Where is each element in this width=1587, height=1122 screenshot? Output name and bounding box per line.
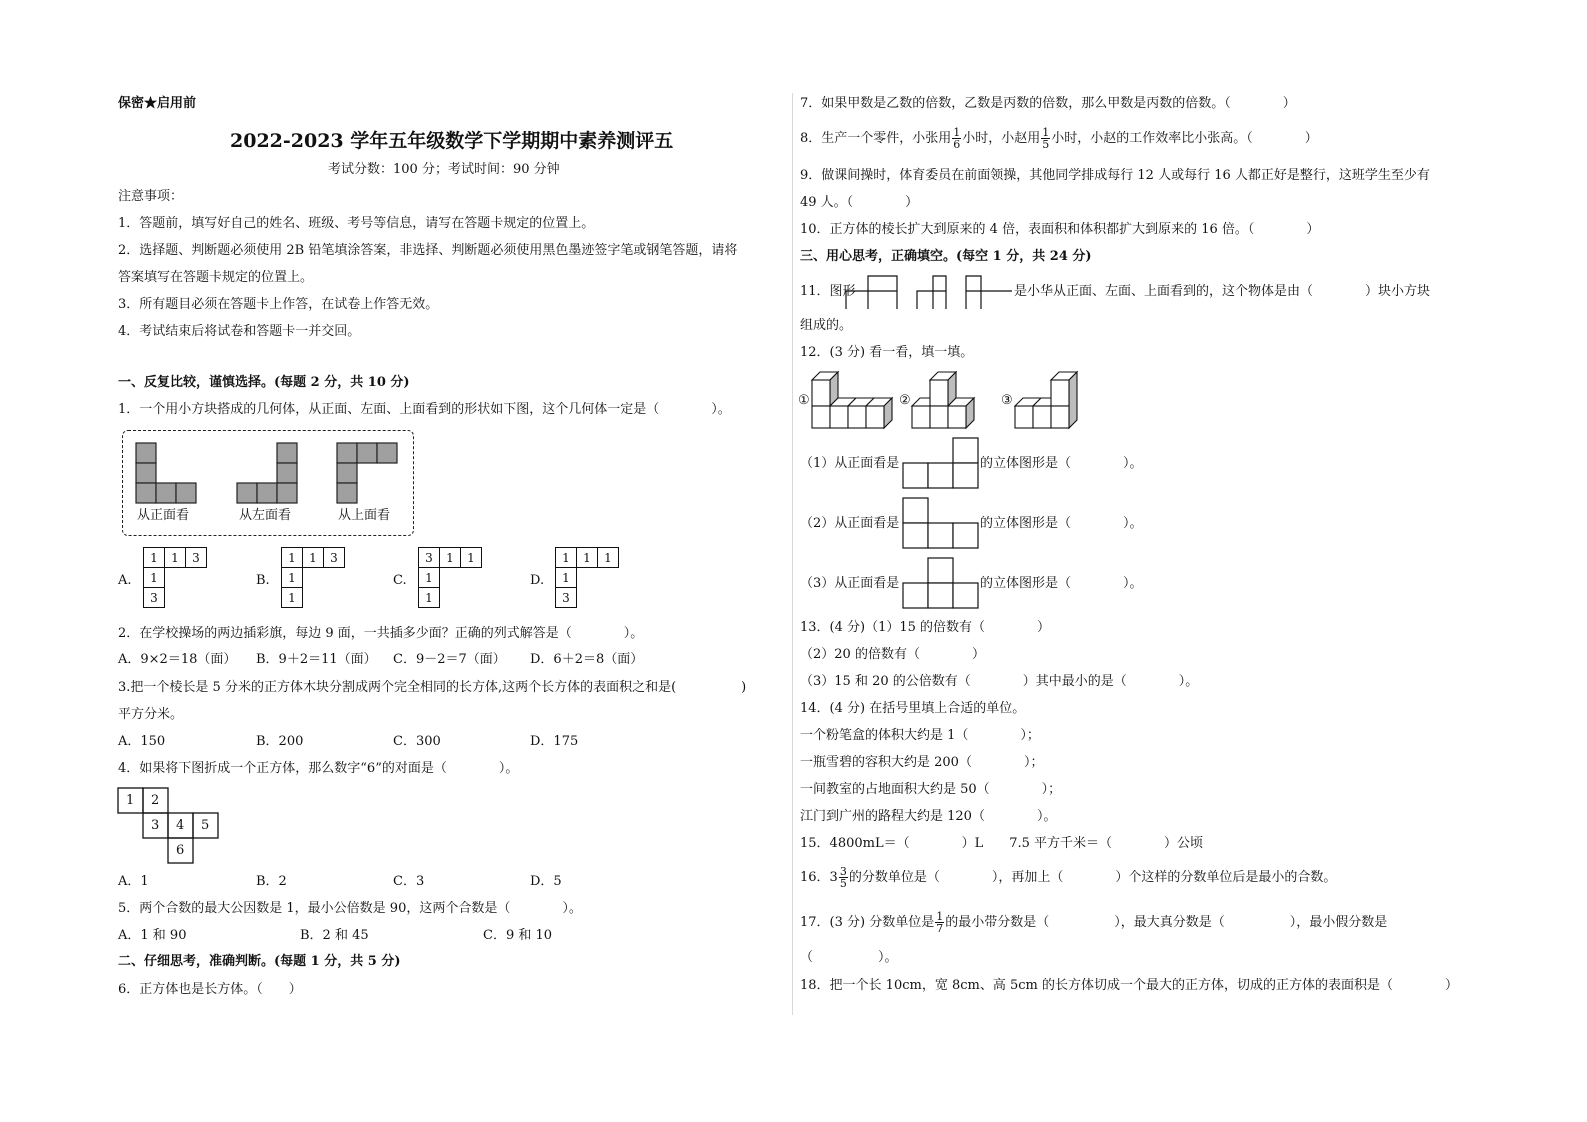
question-11-b: 是小华从正面、左面、上面看到的，这个物体是由（ ）块小方块 <box>1014 284 1431 299</box>
grid-cell: 1 <box>165 548 186 568</box>
question-3-cont: 平方分米。 <box>118 707 184 722</box>
question-11-a: 11．图形 <box>800 284 856 299</box>
question-5: 5．两个合数的最大公因数是 1，最小公倍数是 90，这两个合数是（ ）。 <box>118 901 582 916</box>
q3-option-b[interactable]: B．200 <box>256 734 304 749</box>
q8-text-a: 8．生产一个零件，小张用 <box>800 131 952 146</box>
fraction-1-6: $\frac{1}{6}$ <box>953 126 961 151</box>
q12-sub-3-b: 的立体图形是（ ）。 <box>980 576 1143 591</box>
q2-option-d[interactable]: D．6＋2＝8（面） <box>530 652 644 667</box>
q2-option-a[interactable]: A．9×2＝18（面） <box>118 652 237 667</box>
q16-text-a: 16．3 <box>800 870 838 885</box>
grid-cell: 1 <box>282 548 303 568</box>
q4-option-b[interactable]: B．2 <box>256 874 287 889</box>
net-face-4: 4 <box>176 818 185 833</box>
section-1-heading: 一、反复比较，谨慎选择。(每题 2 分，共 10 分) <box>118 375 410 390</box>
grid-cell: 3 <box>186 548 207 568</box>
grid-cell: 1 <box>461 548 482 568</box>
question-10: 10．正方体的棱长扩大到原来的 4 倍，表面积和体积都扩大到原来的 16 倍。（ ） <box>800 222 1320 237</box>
q1-option-b-label[interactable]: B. <box>256 573 270 588</box>
q12-sub-3-a: （3）从正面看是 <box>800 576 900 591</box>
q1-option-c-label[interactable]: C. <box>393 573 407 588</box>
note-item: 4．考试结束后将试卷和答题卡一并交回。 <box>118 324 361 339</box>
grid-cell: 1 <box>282 588 303 608</box>
question-14-line-1: 一个粉笔盒的体积大约是 1（ ）； <box>800 728 1040 743</box>
q16-text-b: 的分数单位是（ ），再加上（ ）个这样的分数单位后是最小的合数。 <box>848 870 1337 885</box>
q3-option-c[interactable]: C．300 <box>393 734 441 749</box>
q1-option-b-grid <box>281 547 345 608</box>
q2-option-c[interactable]: C．9－2＝7（面） <box>393 652 506 667</box>
grid-cell: 3 <box>419 548 440 568</box>
fraction-1-7: $\frac{1}{7}$ <box>936 910 944 935</box>
grid-cell: 1 <box>440 548 461 568</box>
net-face-2: 2 <box>151 793 160 808</box>
figure-marker-1: ① <box>798 393 810 408</box>
net-face-6: 6 <box>176 843 185 858</box>
grid-cell: 1 <box>282 568 303 588</box>
q5-option-b[interactable]: B．2 和 45 <box>300 928 369 943</box>
question-13-1: 13．(4 分)（1）15 的倍数有（ ） <box>800 620 1051 635</box>
section-2-heading: 二、仔细思考，准确判断。(每题 1 分，共 5 分) <box>118 954 401 969</box>
exam-info: 考试分数：100 分；考试时间：90 分钟 <box>328 162 560 177</box>
net-face-3: 3 <box>151 818 160 833</box>
grid-cell: 3 <box>144 588 165 608</box>
q1-option-a-label[interactable]: A. <box>118 573 132 588</box>
q17-text-b: 的最小带分数是（ ），最大真分数是（ ），最小假分数是 <box>945 915 1388 930</box>
question-9: 9．做课间操时，体育委员在前面领操，其他同学排成每行 12 人或每行 16 人都正好是整行，这班学生至少有 <box>800 168 1430 183</box>
q8-text-c: 小时，小赵的工作效率比小张高。（ ） <box>1051 131 1318 146</box>
q3-option-d[interactable]: D．175 <box>530 734 579 749</box>
grid-cell: 1 <box>144 548 165 568</box>
question-2: 2．在学校操场的两边插彩旗，每边 9 面，一共插多少面？正确的列式解答是（ ）。 <box>118 626 644 641</box>
q4-option-a[interactable]: A．1 <box>118 874 149 889</box>
note-item: 1．答题前，填写好自己的姓名、班级、考号等信息，请写在答题卡规定的位置上。 <box>118 216 595 231</box>
question-18: 18．把一个长 10cm，宽 8cm、高 5cm 的长方体切成一个最大的正方体，切成的正方体的表面积是（ ） <box>800 978 1458 993</box>
question-8 <box>800 124 1318 154</box>
q4-option-c[interactable]: C．3 <box>393 874 425 889</box>
question-17-cont: （ ）。 <box>800 950 898 965</box>
q2-option-b[interactable]: B．9＋2＝11（面） <box>256 652 377 667</box>
notes-heading: 注意事项： <box>118 189 184 204</box>
question-13-3: （3）15 和 20 的公倍数有（ ）其中最小的是（ ）。 <box>800 674 1199 689</box>
grid-cell: 1 <box>577 548 598 568</box>
question-11-cont: 组成的。 <box>800 318 853 333</box>
question-4: 4．如果将下图折成一个正方体，那么数字“6”的对面是（ ）。 <box>118 761 519 776</box>
grid-cell: 1 <box>598 548 619 568</box>
q17-text-a: 17．(3 分) 分数单位是 <box>800 915 935 930</box>
question-15: 15．4800mL＝（ ）L 7.5 平方千米＝（ ）公顷 <box>800 836 1204 851</box>
note-item: 2．选择题、判断题必须使用 2B 铅笔填涂答案，非选择、判断题必须使用黑色墨迹签字笔或钢笔答题，请将 <box>118 243 738 258</box>
grid-cell: 1 <box>144 568 165 588</box>
q4-option-d[interactable]: D．5 <box>530 874 562 889</box>
grid-cell: 1 <box>556 568 577 588</box>
figure-marker-3: ③ <box>1001 393 1013 408</box>
note-item: 答案填写在答题卡规定的位置上。 <box>118 270 314 285</box>
q1-option-d-label[interactable]: D. <box>530 573 545 588</box>
question-17 <box>800 908 1387 938</box>
view-label-front: 从正面看 <box>137 508 190 523</box>
question-9-cont: 49 人。（ ） <box>800 195 919 210</box>
question-3: 3.把一个棱长是 5 分米的正方体木块分割成两个完全相同的长方体,这两个长方体的表面积之和是( ) <box>118 680 747 695</box>
q8-text-b: 小时，小赵用 <box>962 131 1041 146</box>
question-16 <box>800 863 1336 893</box>
question-6: 6．正方体也是长方体。（ ） <box>118 982 302 997</box>
question-13-2: （2）20 的倍数有（ ） <box>800 647 985 662</box>
grid-cell: 1 <box>419 588 440 608</box>
net-face-5: 5 <box>201 818 210 833</box>
grid-cell: 1 <box>556 548 577 568</box>
fraction-1-5: $\frac{1}{5}$ <box>1042 126 1050 151</box>
q12-sub-2-a: （2）从正面看是 <box>800 516 900 531</box>
grid-cell: 1 <box>419 568 440 588</box>
q12-sub-1-b: 的立体图形是（ ）。 <box>980 456 1143 471</box>
q1-option-d-grid <box>555 547 619 608</box>
fraction-3-5: $\frac{3}{5}$ <box>839 865 847 890</box>
grid-cell: 1 <box>303 548 324 568</box>
question-14-line-2: 一瓶雪碧的容积大约是 200（ ）； <box>800 755 1044 770</box>
question-1: 1．一个用小方块搭成的几何体，从正面、左面、上面看到的形状如下图，这个几何体一定是（ ）。 <box>118 402 731 417</box>
q1-option-c-grid <box>418 547 482 608</box>
confidential-label: 保密★启用前 <box>118 96 197 111</box>
figure-marker-2: ② <box>899 393 911 408</box>
section-3-heading: 三、用心思考，正确填空。(每空 1 分，共 24 分) <box>800 249 1092 264</box>
q5-option-c[interactable]: C．9 和 10 <box>483 928 553 943</box>
question-14: 14．(4 分) 在括号里填上合适的单位。 <box>800 701 1026 716</box>
q3-option-a[interactable]: A．150 <box>118 734 166 749</box>
column-divider <box>792 93 793 1015</box>
view-label-left: 从左面看 <box>239 508 292 523</box>
q5-option-a[interactable]: A．1 和 90 <box>118 928 187 943</box>
question-7: 7．如果甲数是乙数的倍数，乙数是丙数的倍数，那么甲数是丙数的倍数。（ ） <box>800 96 1296 111</box>
net-face-1: 1 <box>126 793 135 808</box>
q12-sub-1-a: （1）从正面看是 <box>800 456 900 471</box>
note-item: 3．所有题目必须在答题卡上作答，在试卷上作答无效。 <box>118 297 439 312</box>
view-label-top: 从上面看 <box>338 508 391 523</box>
grid-cell: 3 <box>556 588 577 608</box>
q1-option-a-grid <box>143 547 207 608</box>
question-14-line-3: 一间教室的占地面积大约是 50（ ）； <box>800 782 1062 797</box>
question-14-line-4: 江门到广州的路程大约是 120（ ）。 <box>800 809 1057 824</box>
page-title: 2022-2023 学年五年级数学下学期期中素养测评五 <box>230 130 674 152</box>
grid-cell: 3 <box>324 548 345 568</box>
q12-sub-3-shape <box>0 0 1 1</box>
question-12: 12．(3 分) 看一看，填一填。 <box>800 345 974 360</box>
q12-sub-2-b: 的立体图形是（ ）。 <box>980 516 1143 531</box>
